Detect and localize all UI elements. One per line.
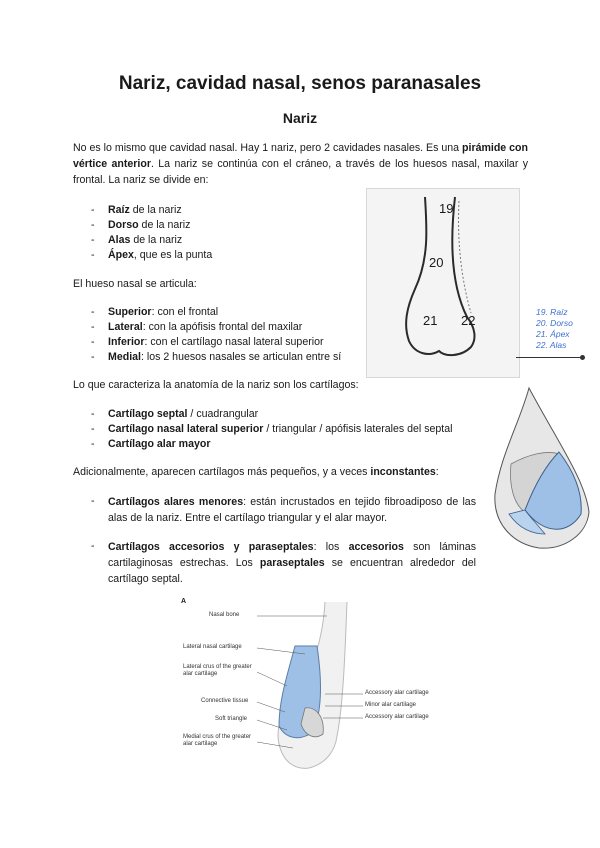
list-item: Cartílago septal / cuadrangular — [108, 408, 259, 420]
nose-cartilage-drawing — [489, 384, 593, 552]
list-item: Ápex, que es la punta — [108, 249, 213, 261]
list-item: Alas de la nariz — [108, 234, 183, 246]
label-lateral-crus: Lateral crus of the greater alar cartilage — [183, 664, 252, 677]
list-item: Cartílago alar mayor — [108, 438, 211, 450]
accessory-cartilage-item: Cartílagos accesorios y paraseptales: los accesorios son láminas cartilaginosas estrechas. Los paraseptales se encuentran alrededor del cartílago septal. — [108, 541, 476, 585]
label-minor-alar: Minor alar cartilage — [365, 702, 417, 708]
bone-intro: El hueso nasal se articula: — [73, 278, 197, 290]
label-19: 19 — [439, 201, 454, 216]
label-accessory-alar-2: Accessory alar cartilage — [365, 714, 429, 720]
legend-item: 19. Raíz — [536, 307, 568, 317]
label-21: 21 — [423, 313, 438, 328]
label-medial-crus: Medial crus of the greater alar cartilage — [183, 734, 252, 747]
minor-cartilage-item: Cartílagos alares menores: están incrustados en tejido fibroadiposo de las alas de la nariz. Entre el cartílago triangular y el alar mayor. — [108, 496, 476, 524]
extra-intro: Adicionalmente, aparecen cartílagos más pequeños, y a veces inconstantes: — [73, 466, 439, 478]
cartilage-labeled-figure — [175, 596, 435, 796]
legend-line — [516, 357, 582, 358]
nose-profile-drawing — [367, 189, 519, 377]
list-item: Cartílago nasal lateral superior / triangular / apófisis laterales del septal — [108, 423, 453, 435]
section-title: Nariz — [282, 110, 318, 126]
nose-cartilage-figure — [489, 384, 593, 552]
intro-bold: pirámide con vértice anterior — [73, 142, 528, 170]
list-item: Inferior: con el cartílago nasal lateral superior — [108, 336, 324, 348]
list-item: Dorso de la nariz — [108, 219, 191, 231]
nose-legend — [536, 307, 573, 351]
legend-dot — [580, 355, 585, 360]
legend-item: 20. Dorso — [536, 318, 573, 328]
label-22: 22 — [461, 313, 476, 328]
label-nasal-bone: Nasal bone — [209, 612, 240, 618]
intro-text-2: . La nariz se continúa con el cráneo, a través de los huesos nasal, maxilar y frontal. La nariz se divide en: — [73, 158, 529, 186]
label-lateral-nasal-cartilage: Lateral nasal cartilage — [183, 644, 242, 650]
intro-paragraph — [73, 140, 528, 188]
page-title: Nariz, cavidad nasal, senos paranasales — [118, 73, 482, 94]
legend-item: 21. Ápex — [536, 329, 570, 339]
cartilage-intro: Lo que caracteriza la anatomía de la nariz son los cartílagos: — [73, 379, 359, 391]
list-item: Lateral: con la apófisis frontal del maxilar — [108, 321, 303, 333]
list-item: Medial: los 2 huesos nasales se articulan entre sí — [108, 351, 342, 363]
legend-item: 22. Alas — [536, 340, 567, 350]
figure-letter: A — [181, 598, 187, 605]
nose-profile-figure — [366, 188, 520, 378]
label-accessory-alar-1: Accessory alar cartilage — [365, 690, 429, 696]
intro-text: No es lo mismo que cavidad nasal. Hay 1 nariz, pero 2 cavidades nasales. Es una — [73, 142, 463, 154]
label-connective-tissue: Connective tissue — [201, 698, 249, 704]
list-item: Raíz de la nariz — [108, 204, 182, 216]
label-soft-triangle: Soft triangle — [215, 716, 248, 722]
list-item: Superior: con el frontal — [108, 306, 219, 318]
cartilage-diagram — [175, 596, 435, 796]
label-20: 20 — [429, 255, 444, 270]
